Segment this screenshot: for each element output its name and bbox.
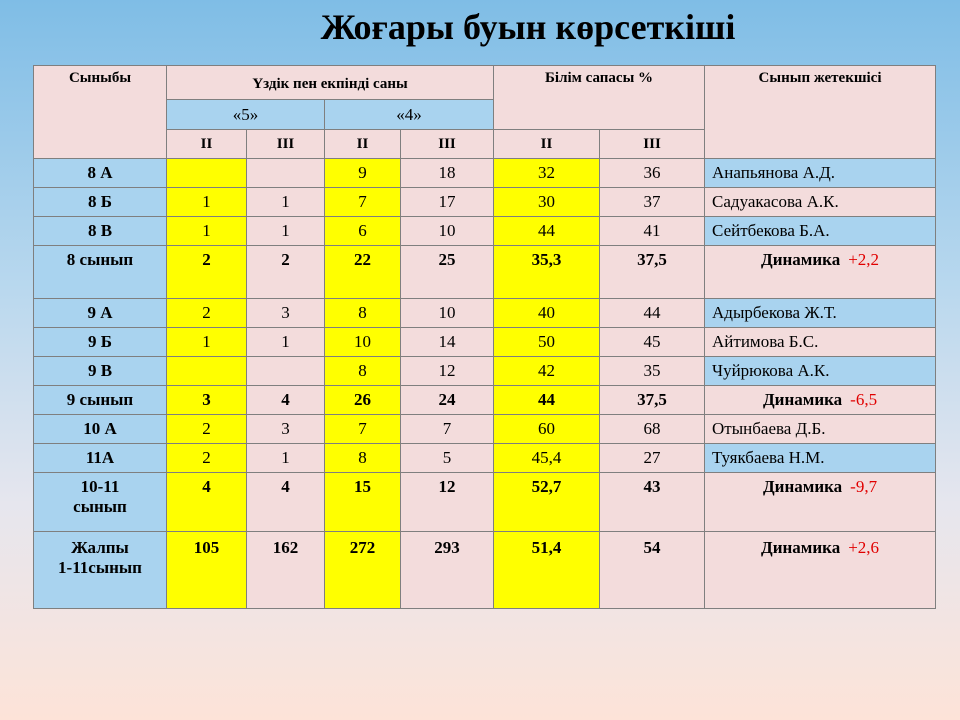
quality-q2-cell: 44 xyxy=(494,386,600,415)
table-row xyxy=(34,188,936,217)
dynamics-cell xyxy=(705,246,936,299)
header-quality-q2: ІІ xyxy=(494,130,600,159)
grade5-q2-cell: 1 xyxy=(167,217,247,246)
grade5-q3-cell: 1 xyxy=(247,328,325,357)
class-cell: 8 В xyxy=(34,217,167,246)
table-row xyxy=(34,299,936,328)
quality-q2-cell: 42 xyxy=(494,357,600,386)
grade5-q3-cell: 4 xyxy=(247,386,325,415)
grade4-q3-cell: 25 xyxy=(401,246,494,299)
grade4-q3-cell: 10 xyxy=(401,299,494,328)
class-cell: 11А xyxy=(34,444,167,473)
grade5-q2-cell: 105 xyxy=(167,532,247,609)
teacher-cell: Сейтбекова Б.А. xyxy=(705,217,936,246)
table-row xyxy=(34,217,936,246)
grade4-q2-cell: 15 xyxy=(325,473,401,532)
quality-q3-cell: 37,5 xyxy=(600,386,705,415)
grade4-q3-cell: 293 xyxy=(401,532,494,609)
grade4-q3-cell: 24 xyxy=(401,386,494,415)
grade5-q2-cell: 1 xyxy=(167,328,247,357)
dynamics-label: Динамика xyxy=(762,390,843,409)
class-cell: 8 сынып xyxy=(34,246,167,299)
grade5-q3-cell xyxy=(247,357,325,386)
grade4-q2-cell: 6 xyxy=(325,217,401,246)
grade4-q2-cell: 7 xyxy=(325,415,401,444)
grade4-q2-cell: 9 xyxy=(325,159,401,188)
teacher-cell: Отынбаева Д.Б. xyxy=(705,415,936,444)
grade5-q2-cell: 3 xyxy=(167,386,247,415)
header-grade4: «4» xyxy=(325,100,494,130)
grade4-q2-cell: 10 xyxy=(325,328,401,357)
quality-q2-cell: 40 xyxy=(494,299,600,328)
grade5-q3-cell: 4 xyxy=(247,473,325,532)
header-quality: Білім сапасы % xyxy=(494,66,705,130)
class-cell: 9 В xyxy=(34,357,167,386)
class-cell xyxy=(34,473,167,532)
quality-q3-cell: 27 xyxy=(600,444,705,473)
grade5-q2-cell: 2 xyxy=(167,246,247,299)
grade4-q2-cell: 272 xyxy=(325,532,401,609)
grade4-q3-cell: 14 xyxy=(401,328,494,357)
grade5-q3-cell: 1 xyxy=(247,217,325,246)
grade5-q2-cell: 2 xyxy=(167,299,247,328)
teacher-cell: Туякбаева Н.М. xyxy=(705,444,936,473)
class-cell: 8 А xyxy=(34,159,167,188)
class-line1: 10-11 xyxy=(80,477,120,496)
table-row xyxy=(34,357,936,386)
grade4-q2-cell: 22 xyxy=(325,246,401,299)
quality-q3-cell: 68 xyxy=(600,415,705,444)
header-excellent: Үздік пен екпінді саны xyxy=(167,66,494,100)
grade5-q3-cell: 2 xyxy=(247,246,325,299)
table-row-summary xyxy=(34,473,936,532)
dynamics-value: +2,6 xyxy=(848,538,880,557)
dynamics-value: -6,5 xyxy=(850,390,878,409)
quality-q2-cell: 52,7 xyxy=(494,473,600,532)
quality-q3-cell: 41 xyxy=(600,217,705,246)
class-cell: 10 А xyxy=(34,415,167,444)
quality-q2-cell: 60 xyxy=(494,415,600,444)
grade5-q3-cell xyxy=(247,159,325,188)
grade5-q2-cell xyxy=(167,159,247,188)
table-row xyxy=(34,159,936,188)
table-row-summary xyxy=(34,246,936,299)
dynamics-label: Динамика xyxy=(761,250,841,269)
class-cell: 9 А xyxy=(34,299,167,328)
performance-table xyxy=(33,65,936,609)
class-cell: 9 Б xyxy=(34,328,167,357)
quality-q2-cell: 45,4 xyxy=(494,444,600,473)
grade4-q3-cell: 17 xyxy=(401,188,494,217)
header-grade5-q3: ІІІ xyxy=(247,130,325,159)
header-quality-q3: ІІІ xyxy=(600,130,705,159)
table-row-summary xyxy=(34,386,936,415)
grade4-q3-cell: 7 xyxy=(401,415,494,444)
teacher-cell: Чуйрюкова А.К. xyxy=(705,357,936,386)
header-class: Сыныбы xyxy=(34,66,167,159)
header-grade4-q2: ІІ xyxy=(325,130,401,159)
grade5-q3-cell: 3 xyxy=(247,299,325,328)
quality-q3-cell: 35 xyxy=(600,357,705,386)
dynamics-cell xyxy=(705,386,936,415)
quality-q2-cell: 30 xyxy=(494,188,600,217)
grade4-q2-cell: 26 xyxy=(325,386,401,415)
grade5-q3-cell: 1 xyxy=(247,188,325,217)
quality-q3-cell: 44 xyxy=(600,299,705,328)
teacher-cell: Анапьянова А.Д. xyxy=(705,159,936,188)
quality-q3-cell: 43 xyxy=(600,473,705,532)
page-title: Жоғары буын көрсеткіші xyxy=(320,7,736,47)
quality-q3-cell: 54 xyxy=(600,532,705,609)
quality-q3-cell: 45 xyxy=(600,328,705,357)
grade5-q3-cell: 3 xyxy=(247,415,325,444)
grade5-q2-cell: 4 xyxy=(167,473,247,532)
quality-q3-cell: 36 xyxy=(600,159,705,188)
quality-q3-cell: 37,5 xyxy=(600,246,705,299)
table-row-total xyxy=(34,532,936,609)
class-line2: 1-11сынып xyxy=(58,558,142,577)
class-cell xyxy=(34,532,167,609)
grade4-q2-cell: 8 xyxy=(325,299,401,328)
grade4-q3-cell: 12 xyxy=(401,473,494,532)
teacher-cell: Садуакасова А.К. xyxy=(705,188,936,217)
teacher-cell: Айтимова Б.С. xyxy=(705,328,936,357)
header-grade4-q3: ІІІ xyxy=(401,130,494,159)
grade4-q3-cell: 5 xyxy=(401,444,494,473)
class-line1: Жалпы xyxy=(71,538,129,557)
grade5-q3-cell: 1 xyxy=(247,444,325,473)
dynamics-value: -9,7 xyxy=(850,477,878,496)
table-row xyxy=(34,328,936,357)
grade4-q2-cell: 7 xyxy=(325,188,401,217)
grade5-q2-cell: 2 xyxy=(167,444,247,473)
grade4-q3-cell: 18 xyxy=(401,159,494,188)
header-grade5-q2: ІІ xyxy=(167,130,247,159)
grade4-q3-cell: 10 xyxy=(401,217,494,246)
header-grade5: «5» xyxy=(167,100,325,130)
grade5-q2-cell: 1 xyxy=(167,188,247,217)
quality-q2-cell: 32 xyxy=(494,159,600,188)
table-row xyxy=(34,415,936,444)
grade4-q3-cell: 12 xyxy=(401,357,494,386)
class-line2: сынып xyxy=(73,497,127,516)
quality-q3-cell: 37 xyxy=(600,188,705,217)
teacher-cell: Адырбекова Ж.Т. xyxy=(705,299,936,328)
header-teacher: Сынып жетекшісі xyxy=(705,66,936,159)
grade5-q3-cell: 162 xyxy=(247,532,325,609)
quality-q2-cell: 44 xyxy=(494,217,600,246)
grade4-q2-cell: 8 xyxy=(325,444,401,473)
dynamics-value: +2,2 xyxy=(848,250,880,269)
grade5-q2-cell: 2 xyxy=(167,415,247,444)
dynamics-label: Динамика xyxy=(762,477,843,496)
dynamics-label: Динамика xyxy=(761,538,841,557)
quality-q2-cell: 35,3 xyxy=(494,246,600,299)
quality-q2-cell: 51,4 xyxy=(494,532,600,609)
grade4-q2-cell: 8 xyxy=(325,357,401,386)
grade5-q2-cell xyxy=(167,357,247,386)
table-row xyxy=(34,444,936,473)
class-cell: 8 Б xyxy=(34,188,167,217)
class-cell: 9 сынып xyxy=(34,386,167,415)
dynamics-cell xyxy=(705,532,936,609)
dynamics-cell xyxy=(705,473,936,532)
quality-q2-cell: 50 xyxy=(494,328,600,357)
